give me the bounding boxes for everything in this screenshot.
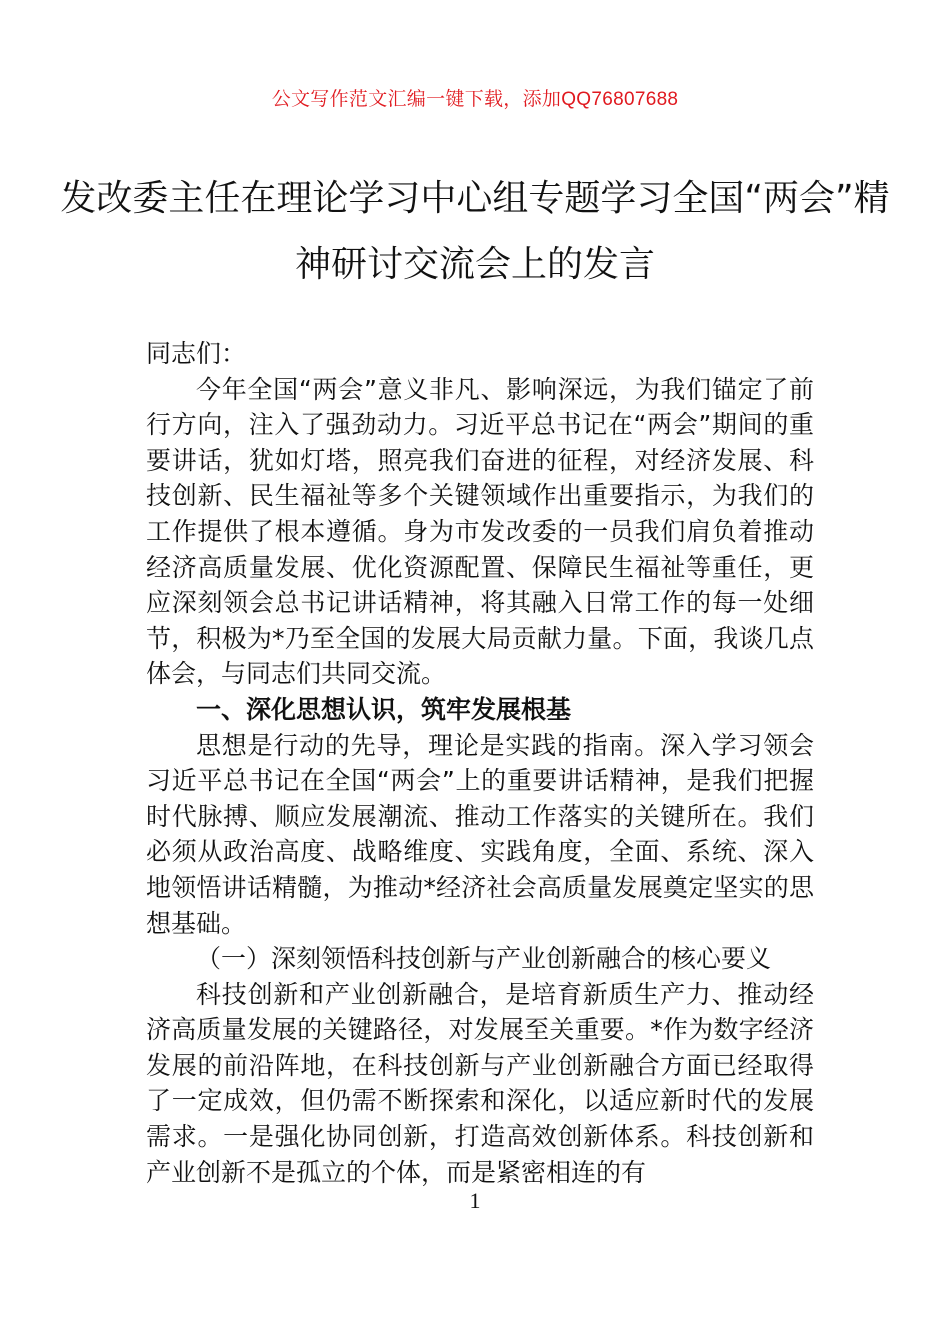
salutation: 同志们：: [146, 339, 247, 368]
paragraph: 今年全国“两会”意义非凡、影响深远，为我们锚定了前行方向，注入了强劲动力。习近平总书记在“两会”期间的重要讲话，犹如灯塔，照亮我们奋进的征程，对经济发展、科技创新、民生福祉等多个关键领域作出重要指示，为我们的工作提供了根本遵循。身为市发改委的一员我们肩负着推动经济高质量发展、优化资源配置、保障民生福祉等重任，更应深刻领会总书记讲话精神，将其融入日常工作的每一处细节，积极为*乃至全国的发展大局贡献力量。下面，我谈几点体会，与同志们共同交流。: [146, 374, 814, 689]
paragraph: 科技创新和产业创新融合，是培育新质生产力、推动经济高质量发展的关键路径，对发展至关重要。*作为数字经济发展的前沿阵地，在科技创新与产业创新融合方面已经取得了一定成效，但仍需不断探索和深化，以适应新时代的发展需求。一是强化协同创新，打造高效创新体系。科技创新和产业创新不是孤立的个体，而是紧密相连的有: [146, 979, 814, 1187]
document-body: [146, 336, 814, 1190]
paragraph: 思想是行动的先导，理论是实践的指南。深入学习领会习近平总书记在全国“两会”上的重要讲话精神，是我们把握时代脉搏、顺应发展潮流、推动工作落实的关键所在。我们必须从政治高度、战略维度、实践角度，全面、系统、深入地领悟讲话精髓，为推动*经济社会高质量发展奠定坚实的思想基础。: [146, 730, 814, 938]
document-title: 发改委主任在理论学习中心组专题学习全国“两会”精神研讨交流会上的发言: [60, 178, 890, 285]
page-number: 1: [469, 1188, 481, 1213]
subsection-heading: （一）深刻领悟科技创新与产业创新融合的核心要义: [196, 944, 772, 974]
header-banner: 公文写作范文汇编一键下载，添加QQ76807688: [271, 89, 679, 110]
section-heading: 一、深化思想认识，筑牢发展根基: [196, 694, 572, 724]
